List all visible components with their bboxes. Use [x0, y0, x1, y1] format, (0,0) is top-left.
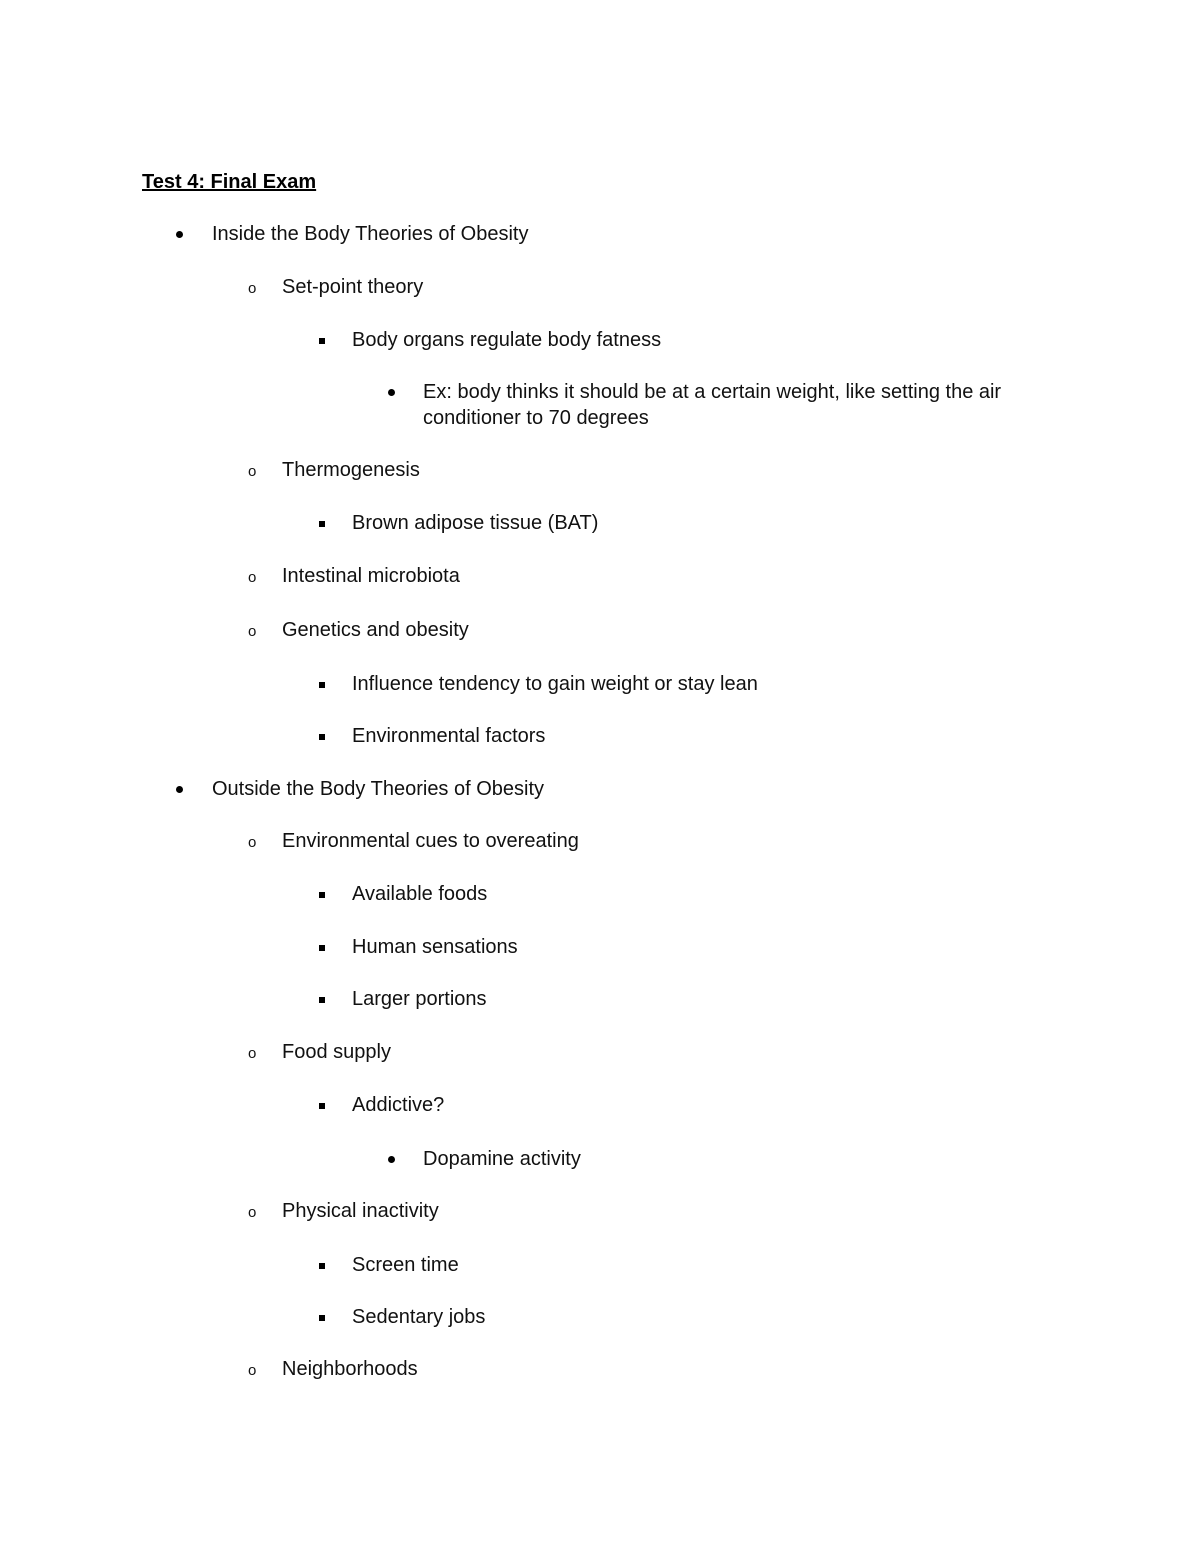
outline-item [248, 617, 1112, 643]
outline-item [352, 986, 1112, 1012]
outline-item [352, 510, 1112, 536]
outline-item-text: Food supply [282, 1041, 391, 1063]
outline-item-text: Physical inactivity [282, 1200, 439, 1222]
outline-item [423, 1146, 1063, 1172]
outline-item [352, 723, 1112, 749]
outline-item-text: Dopamine activity [423, 1148, 581, 1170]
bullet-dot-icon [387, 1146, 407, 1172]
outline-item-text: Addictive? [352, 1094, 445, 1116]
outline-item [352, 1304, 1112, 1330]
bullet-square-icon [318, 671, 338, 697]
outline-item-text: Outside the Body Theories of Obesity [212, 778, 545, 800]
outline-item-text: Larger portions [352, 988, 487, 1010]
outline-item [248, 457, 1112, 483]
bullet-square-icon [318, 510, 338, 536]
outline-item-text: Genetics and obesity [282, 619, 469, 641]
outline-item-text: Influence tendency to gain weight or stay lean [352, 673, 758, 695]
outline-item [352, 934, 1112, 960]
outline-item-text: Human sensations [352, 936, 518, 958]
outline-item [352, 671, 1112, 697]
outline-item [212, 221, 1112, 247]
outline-item-text: Environmental cues to overeating [282, 830, 579, 852]
bullet-square-icon [318, 1092, 338, 1118]
outline-item [352, 881, 1112, 907]
outline-item-text: Environmental factors [352, 725, 546, 747]
outline-item [248, 563, 1112, 589]
bullet-circle-icon: o [248, 623, 257, 640]
bullet-dot-icon [175, 776, 201, 802]
bullet-square-icon [318, 327, 338, 353]
outline-item-text: Body organs regulate body fatness [352, 329, 662, 351]
bullet-circle-icon: o [248, 463, 257, 480]
outline-item-text: Neighborhoods [282, 1358, 418, 1380]
outline-item-text: Intestinal microbiota [282, 565, 460, 587]
outline-item-text: Brown adipose tissue (BAT) [352, 512, 599, 534]
bullet-circle-icon: o [248, 1362, 257, 1379]
outline-item-text: Set-point theory [282, 276, 424, 298]
outline-item [352, 1092, 1112, 1118]
bullet-square-icon [318, 881, 338, 907]
bullet-circle-icon: o [248, 1045, 257, 1062]
outline-item [248, 828, 1112, 854]
outline-item [212, 776, 1112, 802]
bullet-dot-icon [175, 221, 201, 247]
outline-item-text: Thermogenesis [282, 459, 420, 481]
outline-item-text: Inside the Body Theories of Obesity [212, 223, 529, 245]
outline-item [423, 379, 1063, 431]
outline-item [352, 1252, 1112, 1278]
outline-item [248, 1039, 1112, 1065]
bullet-circle-icon: o [248, 834, 257, 851]
bullet-square-icon [318, 986, 338, 1012]
outline-item-text: Screen time [352, 1254, 459, 1276]
outline-item-text: Ex: body thinks it should be at a certain weight, like setting the air conditioner to 70 degrees [423, 381, 1002, 429]
bullet-square-icon [318, 934, 338, 960]
outline-item-text: Sedentary jobs [352, 1306, 486, 1328]
outline-item [352, 327, 1112, 353]
bullet-square-icon [318, 723, 338, 749]
outline-item [248, 1198, 1112, 1224]
bullet-circle-icon: o [248, 569, 257, 586]
bullet-circle-icon: o [248, 280, 257, 297]
bullet-square-icon [318, 1252, 338, 1278]
document-title: Test 4: Final Exam [142, 171, 317, 193]
outline-item-text: Available foods [352, 883, 488, 905]
outline-item [248, 1356, 1112, 1382]
bullet-dot-icon [387, 379, 407, 405]
outline-item [248, 274, 1112, 300]
bullet-circle-icon: o [248, 1204, 257, 1221]
bullet-square-icon [318, 1304, 338, 1330]
